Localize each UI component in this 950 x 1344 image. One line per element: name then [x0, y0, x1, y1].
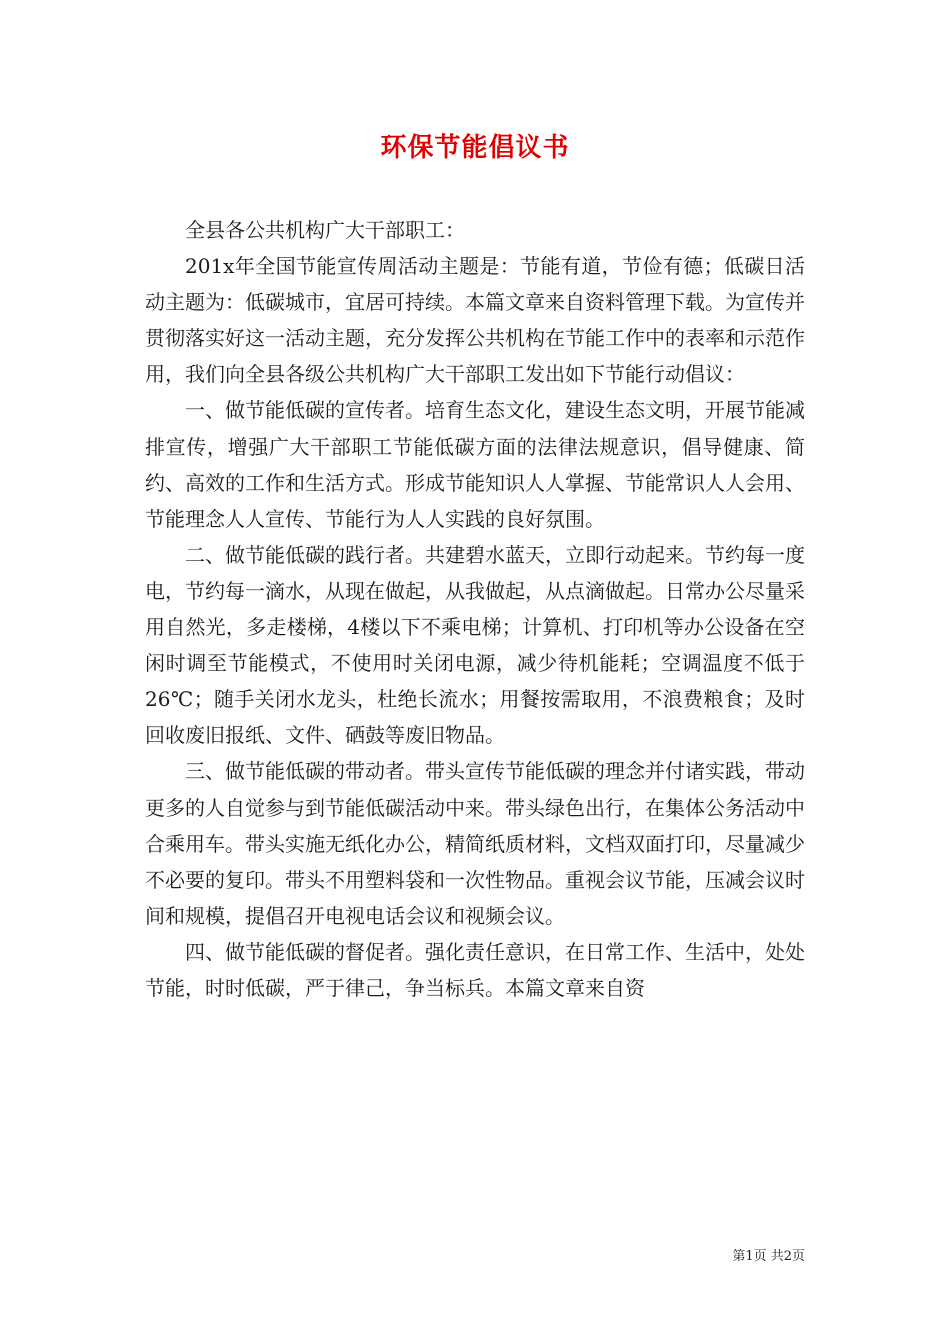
paragraph-2: 二、做节能低碳的践行者。共建碧水蓝天，立即行动起来。节约每一度电，节约每一滴水，从现在做起，从我做起，从点滴做起。日常办公尽量采用自然光，多走楼梯，4楼以下不乘电梯；计算机、打印机等办公设备在空闲时调至节能模式，不使用时关闭电源，减少待机能耗；空调温度不低于26℃；随手关闭水龙头，杜绝长流水；用餐按需取用，不浪费粮食；及时回收废旧报纸、文件、硒鼓等废旧物品。 — [145, 542, 805, 748]
page-number: 第1页 共2页 — [732, 1249, 805, 1264]
document-body — [145, 212, 805, 1006]
paragraph-3: 三、做节能低碳的带动者。带头宣传节能低碳的理念并付诸实践，带动更多的人自觉参与到节能低碳活动中来。带头绿色出行，在集体公务活动中合乘用车。带头实施无纸化办公，精简纸质材料，文档双面打印，尽量减少不必要的复印。带头不用塑料袋和一次性物品。重视会议节能，压减会议时间和规模，提倡召开电视电话会议和视频会议。 — [145, 759, 805, 928]
salutation: 全县各公共机构广大干部职工： — [185, 218, 465, 242]
document-title: 环保节能倡议书 — [380, 133, 570, 163]
paragraph-intro: 201x年全国节能宣传周活动主题是：节能有道，节俭有德；低碳日活动主题为：低碳城市，宜居可持续。本篇文章来自资料管理下载。为宣传并贯彻落实好这一活动主题，充分发挥公共机构在节能工作中的表率和示范作用，我们向全县各级公共机构广大干部职工发出如下节能行动倡议： — [145, 254, 805, 387]
paragraph-4: 四、做节能低碳的督促者。强化责任意识，在日常工作、生活中，处处节能，时时低碳，严于律己，争当标兵。本篇文章来自资 — [145, 939, 805, 1000]
paragraph-1: 一、做节能低碳的宣传者。培育生态文化，建设生态文明，开展节能减排宣传，增强广大干部职工节能低碳方面的法律法规意识，倡导健康、简约、高效的工作和生活方式。形成节能知识人人掌握、节能常识人人会用、节能理念人人宣传、节能行为人人实践的良好氛围。 — [145, 398, 805, 531]
